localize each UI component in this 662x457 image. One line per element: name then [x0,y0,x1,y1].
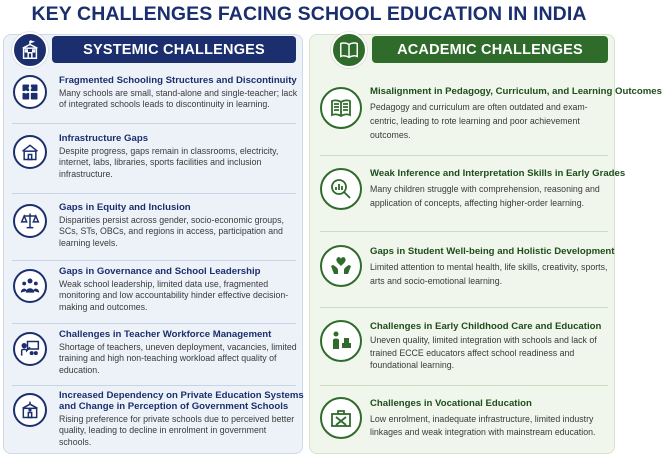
item-title: Misalignment in Pedagogy, Curriculum, and Learning Outcomes [370,86,662,97]
heart-hands-icon [320,245,362,287]
divider [12,260,296,261]
child-blocks-icon [320,320,362,362]
item-description: Shortage of teachers, uneven deployment, vacancies, limited training and high non-teaching workload affect quality of education. [59,342,297,375]
item-description: Many children struggle with comprehension, reasoning and application of concepts, affecting higher-order learning. [370,184,600,208]
divider [320,231,608,232]
systemic-challenges-panel [3,34,303,454]
item-title: Increased Dependency on Private Education Systems [59,390,304,401]
leadership-group-icon [13,269,47,303]
item-title: Gaps in Equity and Inclusion [59,202,191,213]
academic-header: ACADEMIC CHALLENGES [372,36,608,63]
school-infrastructure-icon [13,135,47,169]
divider [12,193,296,194]
page-title: KEY CHALLENGES FACING SCHOOL EDUCATION IN INDIA [31,3,587,25]
item-description: Many schools are small, stand-alone and single-teacher; lack of integrated schools leads to discontinuity in learning. [59,88,298,110]
book-icon [320,87,362,129]
item-title: Weak Inference and Interpretation Skills in Early Grades [370,168,626,179]
puzzle-pieces-icon [13,75,47,109]
item-description: Limited attention to mental health, life skills, creativity, sports, arts and socio-emotional learning. [370,262,608,286]
divider [320,307,608,308]
item-description: Despite progress, gaps remain in classrooms, electricity, internet, labs, libraries, sports facilities and inclusion infrastructure. [59,146,279,179]
divider [12,123,296,124]
item-description: Rising preference for private schools due to perceived better quality, leading to decline in enrolment in government schools. [59,414,295,447]
item-title: Challenges in Teacher Workforce Management [59,329,272,340]
school-building-icon [12,32,48,68]
item-title: Fragmented Schooling Structures and Discontinuity [59,75,297,86]
open-book-icon [331,32,367,68]
item-description: Weak school leadership, limited data use, fragmented monitoring and low accountability hinder effective decision-making and outcomes. [59,279,289,312]
academic-challenges-panel [309,34,662,454]
magnifier-chart-icon [320,168,362,210]
private-school-icon [13,393,47,427]
item-title: Gaps in Governance and School Leadership [59,266,261,277]
item-title: Infrastructure Gaps [59,133,149,144]
balance-scale-icon [13,204,47,238]
item-title: Challenges in Early Childhood Care and Education [370,321,602,332]
item-title-continued: and Change in Perception of Government Schools [59,401,289,412]
item-title: Gaps in Student Well-being and Holistic Development [370,246,615,257]
toolbox-icon [320,397,362,439]
divider [12,323,296,324]
item-description: Low enrolment, inadequate infrastructure, limited industry linkages and weak integration with mainstream education. [370,414,596,437]
item-description: Pedagogy and curriculum are often outdated and exam-centric, leading to rote learning and poor achievement outcomes. [370,102,588,140]
divider [320,385,608,386]
divider [12,385,296,386]
item-description: Disparities persist across gender, socio-economic groups, SCs, STs, OBCs, and regions in access, participation and learning levels. [59,215,284,248]
divider [320,155,608,156]
item-description: Uneven quality, limited integration with schools and lack of trained ECCE educators affect school readiness and foundational learning. [370,335,597,370]
systemic-header: SYSTEMIC CHALLENGES [52,36,296,63]
item-title: Challenges in Vocational Education [370,398,532,409]
teacher-board-icon [13,332,47,366]
